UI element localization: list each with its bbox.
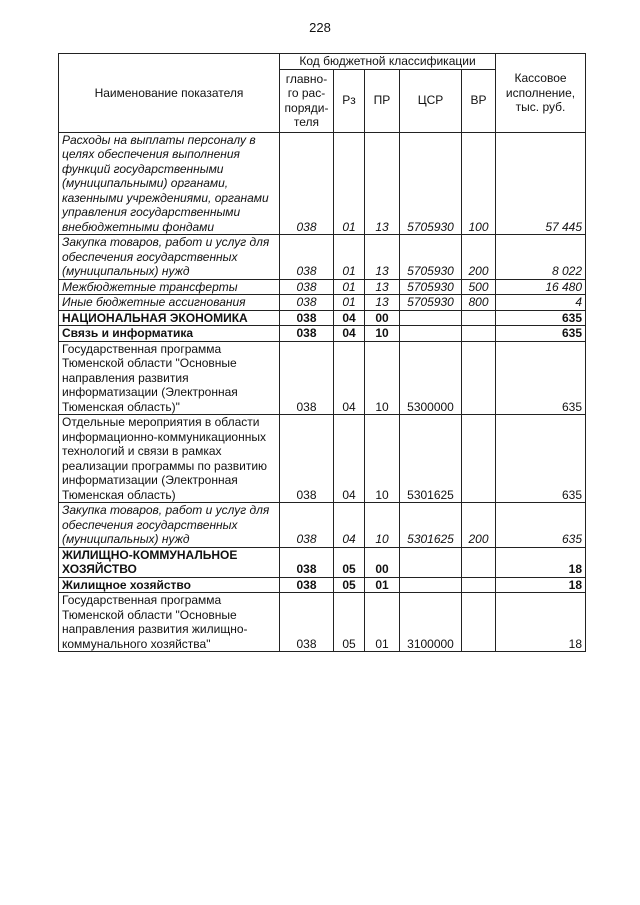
table-row <box>59 341 586 415</box>
row-main: 038 <box>280 132 334 235</box>
table-row <box>59 235 586 280</box>
row-main: 038 <box>280 593 334 652</box>
row-vr <box>462 547 496 577</box>
row-name: Отдельные мероприятия в области информационно-коммуникационных технологий и связи в рамках реализации программы по развитию информатизации (Электронная Тюменская область) <box>59 415 280 503</box>
row-rz: 04 <box>334 415 365 503</box>
row-amount: 635 <box>496 310 586 326</box>
row-vr: 800 <box>462 295 496 311</box>
header-main-manager: главно-го рас-поряди-теля <box>280 69 334 132</box>
row-name: Жилищное хозяйство <box>59 577 280 593</box>
table-row <box>59 593 586 652</box>
row-csr: 5705930 <box>400 295 462 311</box>
row-csr <box>400 547 462 577</box>
table-row <box>59 310 586 326</box>
row-csr <box>400 310 462 326</box>
row-pr: 10 <box>365 326 400 342</box>
row-name: Связь и информатика <box>59 326 280 342</box>
row-rz: 04 <box>334 326 365 342</box>
row-amount: 8 022 <box>496 235 586 280</box>
row-main: 038 <box>280 341 334 415</box>
row-amount: 18 <box>496 593 586 652</box>
row-main: 038 <box>280 415 334 503</box>
row-csr: 5301625 <box>400 415 462 503</box>
row-rz: 04 <box>334 310 365 326</box>
row-name: НАЦИОНАЛЬНАЯ ЭКОНОМИКА <box>59 310 280 326</box>
table-row <box>59 132 586 235</box>
row-main: 038 <box>280 310 334 326</box>
row-csr <box>400 326 462 342</box>
row-name: Закупка товаров, работ и услуг для обеспечения государственных (муниципальных) нужд <box>59 235 280 280</box>
row-rz: 01 <box>334 279 365 295</box>
row-vr <box>462 577 496 593</box>
row-rz: 01 <box>334 295 365 311</box>
table-row <box>59 503 586 548</box>
row-main: 038 <box>280 326 334 342</box>
row-name: Государственная программа Тюменской области "Основные направления развития информатизации (Электронная Тюменская область)" <box>59 341 280 415</box>
table-row <box>59 295 586 311</box>
page-number: 228 <box>309 20 331 35</box>
row-rz: 05 <box>334 547 365 577</box>
row-main: 038 <box>280 295 334 311</box>
row-vr: 200 <box>462 235 496 280</box>
row-csr <box>400 577 462 593</box>
table-row <box>59 326 586 342</box>
row-csr: 3100000 <box>400 593 462 652</box>
row-pr: 00 <box>365 310 400 326</box>
row-amount: 57 445 <box>496 132 586 235</box>
row-pr: 13 <box>365 132 400 235</box>
row-vr <box>462 310 496 326</box>
table-row <box>59 577 586 593</box>
row-csr: 5301625 <box>400 503 462 548</box>
row-amount: 635 <box>496 341 586 415</box>
row-amount: 4 <box>496 295 586 311</box>
header-code-group: Код бюджетной классификации <box>280 54 496 70</box>
table-row <box>59 415 586 503</box>
row-vr: 500 <box>462 279 496 295</box>
header-csr: ЦСР <box>400 69 462 132</box>
row-vr <box>462 415 496 503</box>
row-name: ЖИЛИЩНО-КОММУНАЛЬНОЕ ХОЗЯЙСТВО <box>59 547 280 577</box>
budget-execution-table <box>58 53 586 652</box>
table-row <box>59 547 586 577</box>
row-csr: 5300000 <box>400 341 462 415</box>
row-pr: 01 <box>365 593 400 652</box>
row-name: Государственная программа Тюменской области "Основные направления развития жилищно-коммунального хозяйства" <box>59 593 280 652</box>
row-rz: 05 <box>334 577 365 593</box>
row-amount: 18 <box>496 577 586 593</box>
row-pr: 01 <box>365 577 400 593</box>
row-amount: 18 <box>496 547 586 577</box>
row-pr: 13 <box>365 279 400 295</box>
row-rz: 05 <box>334 593 365 652</box>
row-amount: 635 <box>496 415 586 503</box>
row-vr <box>462 593 496 652</box>
row-name: Расходы на выплаты персоналу в целях обеспечения выполнения функций государственными (муниципальными) органами, казенными учреждениями, органами управления государственными внебюджетными фондами <box>59 132 280 235</box>
row-pr: 13 <box>365 295 400 311</box>
row-pr: 00 <box>365 547 400 577</box>
row-main: 038 <box>280 503 334 548</box>
row-name: Иные бюджетные ассигнования <box>59 295 280 311</box>
row-rz: 01 <box>334 132 365 235</box>
row-vr <box>462 341 496 415</box>
row-amount: 16 480 <box>496 279 586 295</box>
header-amount: Кассовое исполнение, тыс. руб. <box>496 54 586 133</box>
header-indicator-name: Наименование показателя <box>59 54 280 133</box>
row-amount: 635 <box>496 503 586 548</box>
row-vr: 100 <box>462 132 496 235</box>
row-name: Закупка товаров, работ и услуг для обеспечения государственных (муниципальных) нужд <box>59 503 280 548</box>
header-pr: ПР <box>365 69 400 132</box>
row-rz: 04 <box>334 503 365 548</box>
header-rz: Рз <box>334 69 365 132</box>
row-main: 038 <box>280 577 334 593</box>
row-main: 038 <box>280 235 334 280</box>
row-vr: 200 <box>462 503 496 548</box>
row-csr: 5705930 <box>400 132 462 235</box>
row-pr: 10 <box>365 341 400 415</box>
row-pr: 10 <box>365 415 400 503</box>
row-vr <box>462 326 496 342</box>
row-csr: 5705930 <box>400 235 462 280</box>
table-row <box>59 279 586 295</box>
row-pr: 10 <box>365 503 400 548</box>
row-pr: 13 <box>365 235 400 280</box>
row-rz: 01 <box>334 235 365 280</box>
row-csr: 5705930 <box>400 279 462 295</box>
row-amount: 635 <box>496 326 586 342</box>
row-main: 038 <box>280 279 334 295</box>
row-name: Межбюджетные трансферты <box>59 279 280 295</box>
header-vr: ВР <box>462 69 496 132</box>
row-main: 038 <box>280 547 334 577</box>
row-rz: 04 <box>334 341 365 415</box>
